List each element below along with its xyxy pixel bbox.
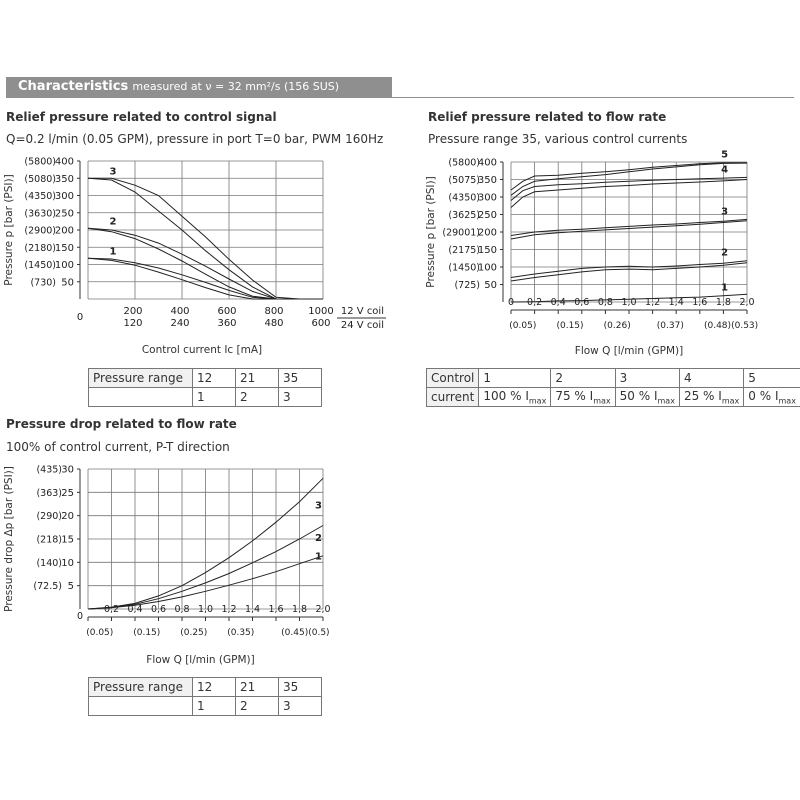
x-tick-gpm-label: (0.05) — [86, 628, 114, 638]
x-tick-gpm-label: (0.37) — [656, 321, 684, 331]
y-tick-psi-label: (1450) — [24, 260, 56, 271]
legend-header: Pressure range — [89, 369, 193, 388]
y-tick-label: 10 — [61, 557, 74, 569]
x-axis-label: Control current Ic [mA] — [141, 344, 263, 356]
chart3-subtitle: 100% of control current, P-T direction — [6, 440, 230, 454]
y-tick-label: 250 — [54, 208, 74, 220]
x-tick-label: 1,2 — [221, 604, 237, 615]
y-tick-psi-label: (3625) — [448, 210, 480, 221]
series-1-label: 1 — [721, 282, 729, 294]
y-tick-label: 300 — [477, 192, 497, 204]
x-tick-gpm-label: (0.15) — [133, 628, 161, 638]
relief-vs-flow-chart — [400, 150, 800, 360]
legend-curve: 3 — [279, 388, 322, 407]
x-tick-label-24v: 480 — [264, 318, 284, 329]
y-tick-label: 15 — [61, 534, 74, 546]
x-tick-label: 1,0 — [197, 604, 214, 615]
series-2-upper-line — [88, 228, 323, 299]
x-tick-label: 0,8 — [174, 604, 190, 615]
y-tick-psi-label: (363) — [36, 487, 62, 499]
x-tick-gpm-label: (0.45)(0.5) — [281, 628, 330, 638]
x-tick-label: 0,4 — [127, 604, 143, 615]
x-tick-label: 0,4 — [550, 297, 566, 308]
legend-header: Pressure range — [89, 678, 193, 697]
x-tick-label-12v: 1000 — [308, 306, 334, 317]
x-tick-label: 1,8 — [291, 604, 308, 615]
y-tick-psi-label: (1450) — [448, 262, 480, 274]
chart3-legend-table — [88, 677, 322, 716]
x-tick-label: 0,8 — [597, 297, 613, 308]
legend-curve: 2 — [551, 369, 615, 388]
legend-curve: 1 — [479, 369, 551, 388]
chart1-title: Relief pressure related to control signal — [6, 110, 277, 124]
series-5-label: 5 — [721, 149, 729, 161]
legend-range: 12 — [193, 678, 236, 697]
x-tick-label: 1,6 — [692, 297, 708, 308]
y-tick-psi-label: (725) — [454, 280, 480, 291]
banner-divider — [6, 97, 794, 98]
x-tick-gpm-label: (0.48) — [703, 321, 732, 331]
legend-range: 35 — [279, 369, 322, 388]
x-tick-gpm-label: (0.35) — [227, 628, 255, 638]
y-tick-psi-label: (2175) — [448, 245, 480, 256]
characteristics-banner — [6, 77, 392, 97]
y-tick-label: 20 — [61, 511, 74, 523]
x-tick-gpm-label: (0.25) — [180, 628, 208, 638]
y-tick-label: 25 — [61, 487, 74, 499]
y-tick-label: 350 — [477, 175, 497, 186]
legend-current: 50 % $I_{max}$ — [615, 388, 679, 407]
x-tick-gpm-label: (0.26) — [603, 321, 631, 331]
legend-curve: 3 — [279, 697, 322, 716]
legend-range: 21 — [236, 678, 279, 697]
y-axis-label: Pressure drop Δp [bar (PSI)] — [3, 466, 15, 612]
chart2-title: Relief pressure related to flow rate — [428, 110, 667, 124]
y-tick-label: 100 — [54, 260, 74, 271]
y-tick-psi-label: (140) — [36, 557, 62, 569]
series-2-label: 2 — [109, 216, 117, 228]
banner-title: Characteristics — [18, 79, 129, 94]
y-tick-label: 400 — [477, 157, 497, 169]
y-tick-label: 5 — [67, 581, 74, 593]
legend-curve: 2 — [236, 697, 279, 716]
y-tick-psi-label: (4350) — [448, 192, 480, 204]
plot-grid — [88, 469, 323, 609]
series-1-label: 1 — [315, 551, 322, 563]
x-tick-label-24v: 360 — [217, 318, 237, 329]
legend-range: 12 — [193, 369, 236, 388]
x-tick-label-12v: 400 — [170, 306, 190, 317]
y-tick-psi-label: (3630) — [24, 208, 56, 220]
y-tick-psi-label: (5075) — [448, 175, 480, 186]
x-tick-label: 0 — [76, 611, 84, 622]
plot-grid — [511, 162, 747, 302]
relief-vs-current-chart — [0, 150, 400, 360]
chart1-legend-table — [88, 368, 322, 407]
series-3-lower-line — [88, 178, 323, 299]
x-axis-label: Flow Q [l/min (GPM)] — [146, 654, 255, 666]
x-tick-label: 0,6 — [574, 297, 590, 308]
y-tick-label: 350 — [54, 173, 74, 185]
x-tick-label-12v: 600 — [217, 306, 237, 317]
y-tick-psi-label: (730) — [30, 277, 56, 289]
x-tick-label: 1,2 — [645, 297, 661, 308]
chart1-subtitle: Q=0.2 l/min (0.05 GPM), pressure in port T=0 bar, PWM 160Hz — [6, 132, 384, 146]
legend-curve: 4 — [679, 369, 743, 388]
y-axis-label: Pressure p [bar (PSI)] — [425, 176, 437, 288]
x-tick-label: 0 — [507, 297, 515, 308]
x-tick-label: 1,8 — [715, 297, 731, 308]
y-tick-label: 200 — [54, 225, 74, 237]
y-tick-psi-label: (4350) — [24, 191, 56, 202]
legend-curve: 5 — [744, 369, 800, 388]
x-tick-label-24v: 120 — [123, 318, 143, 329]
chart2-legend-table — [426, 368, 800, 407]
y-tick-label: 150 — [54, 242, 74, 254]
legend-header: current — [427, 388, 479, 407]
series-2-lower-line — [88, 228, 323, 299]
x-tick-label: 0,2 — [527, 297, 543, 308]
y-tick-label: 30 — [61, 464, 74, 476]
y-tick-psi-label: (29001) — [442, 227, 480, 239]
y-tick-psi-label: (2180) — [24, 242, 56, 254]
y-tick-psi-label: (72.5) — [33, 581, 62, 593]
y-tick-label: 300 — [54, 191, 74, 202]
legend-current: 25 % $I_{max}$ — [679, 388, 743, 407]
legend-curve: 2 — [236, 388, 279, 407]
y-tick-psi-label: (5800) — [24, 156, 56, 168]
legend-current: 75 % $I_{max}$ — [551, 388, 615, 407]
y-tick-label: 400 — [54, 156, 74, 168]
x-tick-label: 1,4 — [244, 604, 261, 615]
x-tick-gpm-label: (0.53) — [731, 321, 759, 331]
y-tick-psi-label: (5800) — [448, 157, 480, 169]
x-tick-gpm-label: (0.15) — [556, 321, 584, 331]
y-tick-label: 100 — [477, 262, 497, 274]
legend-curve: 3 — [615, 369, 679, 388]
legend-range: 21 — [236, 369, 279, 388]
series-3-upper-line — [88, 178, 323, 299]
coil-12v-label: 12 V coil — [340, 306, 384, 317]
x-tick-label: 2,0 — [739, 297, 755, 308]
legend-curve: 1 — [193, 697, 236, 716]
x-tick-label: 1,0 — [621, 297, 637, 308]
x-tick-label-12v: 800 — [264, 306, 284, 317]
y-tick-psi-label: (435) — [36, 464, 62, 476]
series-2-label: 2 — [721, 247, 729, 259]
y-tick-label: 250 — [477, 210, 497, 221]
series-3-label: 3 — [315, 500, 322, 512]
legend-range: 35 — [279, 678, 322, 697]
y-tick-psi-label: (218) — [36, 534, 62, 546]
y-tick-label: 200 — [477, 227, 497, 239]
y-tick-label: 150 — [477, 245, 497, 256]
pressure-drop-chart — [0, 458, 400, 673]
chart3-title: Pressure drop related to flow rate — [6, 417, 237, 431]
x-tick-label-24v: 600 — [311, 318, 331, 329]
chart2-subtitle: Pressure range 35, various control currents — [428, 132, 688, 146]
y-axis-label: Pressure p [bar (PSI)] — [3, 174, 15, 286]
x-tick-label-24v: 240 — [170, 318, 190, 329]
y-tick-psi-label: (2900) — [24, 225, 56, 237]
banner-subtitle: measured at ν = 32 mm²/s (156 SUS) — [132, 80, 340, 93]
legend-curve: 1 — [193, 388, 236, 407]
y-tick-psi-label: (5080) — [24, 173, 56, 185]
x-tick-label-12v: 0 — [76, 312, 84, 323]
x-tick-label: 2,0 — [315, 604, 331, 615]
x-tick-label: 1,4 — [668, 297, 684, 308]
legend-current: 0 % $I_{max}$ — [744, 388, 800, 407]
x-tick-label: 0,2 — [103, 604, 120, 615]
y-tick-psi-label: (290) — [36, 511, 62, 523]
x-axis-label: Flow Q [l/min (GPM)] — [574, 345, 684, 357]
y-tick-label: 50 — [484, 280, 497, 291]
coil-24v-label: 24 V coil — [340, 320, 384, 331]
series-4-label: 4 — [721, 164, 729, 176]
legend-header: Control — [427, 369, 479, 388]
series-2-label: 2 — [315, 533, 322, 544]
x-tick-label: 0,6 — [150, 604, 167, 615]
x-tick-label-12v: 200 — [123, 306, 143, 317]
series-1-label: 1 — [109, 246, 117, 258]
x-tick-gpm-label: (0.05) — [509, 321, 537, 331]
x-tick-label: 1,6 — [268, 604, 284, 615]
y-tick-label: 50 — [61, 277, 74, 289]
legend-current: 100 % $I_{max}$ — [479, 388, 551, 407]
series-3-label: 3 — [721, 206, 729, 218]
series-3-label: 3 — [109, 166, 117, 178]
